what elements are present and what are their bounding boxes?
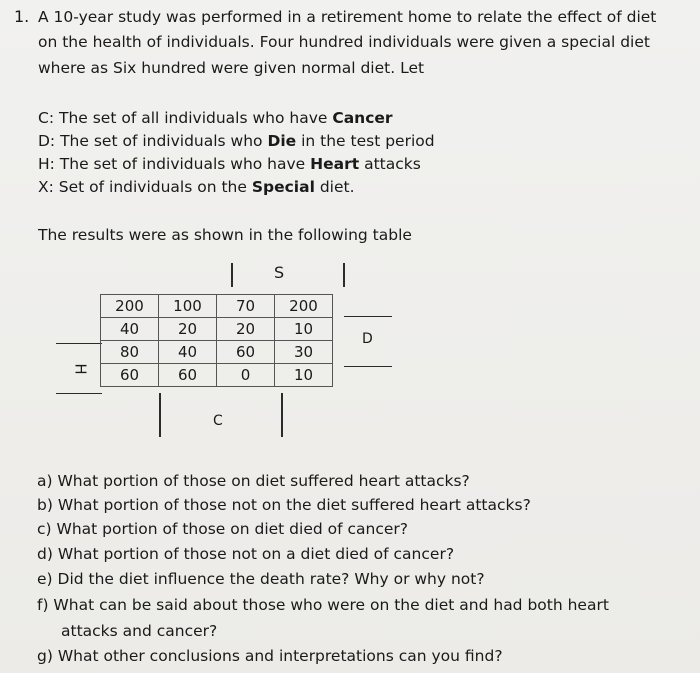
intro-line-1: A 10-year study was performed in a retirement home to relate the effect of diet — [38, 8, 657, 26]
table-cell: 70 — [217, 295, 275, 318]
question-d: d) What portion of those not on a diet died of cancer? — [37, 545, 455, 563]
table-cell: 200 — [101, 295, 159, 318]
s-left-tick — [231, 263, 233, 287]
question-number: 1. — [14, 7, 30, 26]
intro-line-3: where as Six hundred were given normal diet. Let — [38, 59, 425, 77]
table-cell: 60 — [159, 364, 217, 387]
question-b: b) What portion of those not on the diet suffered heart attacks? — [37, 496, 531, 514]
question-f-continued: attacks and cancer? — [61, 622, 218, 640]
h-bottom-line — [56, 393, 102, 394]
label-s: S — [274, 263, 285, 282]
table-cell: 10 — [275, 364, 333, 387]
table-cell: 20 — [159, 318, 217, 341]
d-top-line — [344, 316, 392, 317]
table-row — [101, 341, 333, 364]
set-definition-c: C: The set of all individuals who have Cancer — [38, 109, 393, 127]
set-definition-d: D: The set of individuals who Die in the test period — [38, 132, 435, 150]
label-c: C — [213, 413, 223, 429]
table-cell: 10 — [275, 318, 333, 341]
question-e: e) Did the diet influence the death rate? Why or why not? — [37, 570, 485, 588]
results-intro: The results were as shown in the following table — [38, 226, 412, 244]
c-left-line — [159, 393, 161, 437]
question-f: f) What can be said about those who were on the diet and had both heart — [37, 596, 609, 614]
c-right-line — [281, 393, 283, 437]
table-row — [101, 318, 333, 341]
table-cell: 200 — [275, 295, 333, 318]
table-cell: 60 — [217, 341, 275, 364]
results-table — [100, 294, 333, 387]
table-row — [101, 295, 333, 318]
table-row — [101, 364, 333, 387]
table-cell: 30 — [275, 341, 333, 364]
question-c: c) What portion of those on diet died of cancer? — [37, 520, 408, 538]
table-cell: 0 — [217, 364, 275, 387]
set-definition-x: X: Set of individuals on the Special diet. — [38, 178, 355, 196]
table-cell: 20 — [217, 318, 275, 341]
d-bottom-line — [344, 366, 392, 367]
s-right-tick — [343, 263, 345, 287]
table-cell: 100 — [159, 295, 217, 318]
question-g: g) What other conclusions and interpretations can you find? — [37, 647, 503, 665]
h-top-line — [56, 343, 102, 344]
question-a: a) What portion of those on diet suffered heart attacks? — [37, 472, 470, 490]
table-cell: 40 — [101, 318, 159, 341]
table-cell: 40 — [159, 341, 217, 364]
table-cell: 60 — [101, 364, 159, 387]
label-d: D — [362, 331, 373, 347]
intro-line-2: on the health of individuals. Four hundred individuals were given a special diet — [38, 33, 650, 51]
label-h: H — [71, 363, 90, 375]
set-definition-h: H: The set of individuals who have Heart attacks — [38, 155, 421, 173]
table-cell: 80 — [101, 341, 159, 364]
